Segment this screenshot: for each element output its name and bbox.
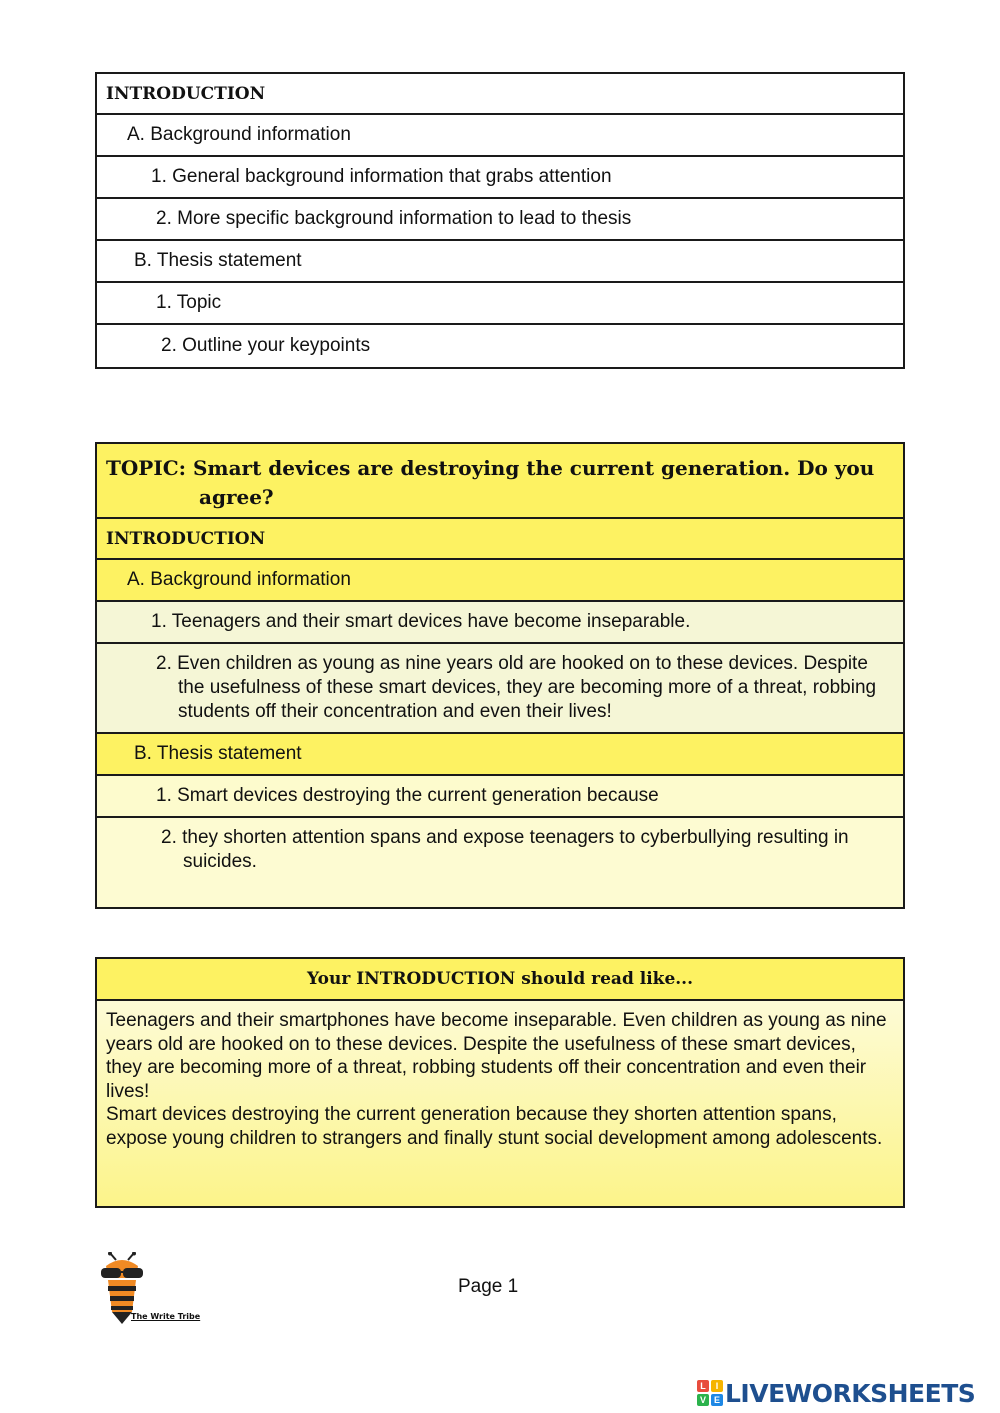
sample-paragraph-1: Teenagers and their smartphones have become inseparable. Even children as young as nine years old are hooked on to these devices. Despite the usefulness of these smart devices, they are becoming more of a threat, robbing students off their concentration and even their lives! bbox=[106, 1010, 887, 1102]
logo-letter-e: E bbox=[711, 1394, 723, 1406]
logo-text: The Write Tribe bbox=[131, 1312, 201, 1321]
example-thesis-label: B. Thesis statement bbox=[97, 734, 903, 776]
example-intro-heading: INTRODUCTION bbox=[97, 519, 903, 560]
outline-table bbox=[95, 72, 905, 369]
page-number: Page 1 bbox=[458, 1276, 519, 1297]
outline-item-thesis: B. Thesis statement bbox=[97, 241, 903, 283]
example-thesis-1: 1. Smart devices destroying the current generation because bbox=[97, 776, 903, 818]
sample-text bbox=[106, 1009, 889, 1150]
outline-heading: INTRODUCTION bbox=[97, 74, 903, 115]
sample-heading: Your INTRODUCTION should read like... bbox=[97, 959, 903, 1001]
example-point-1: 1. Teenagers and their smart devices have become inseparable. bbox=[97, 602, 903, 644]
outline-item-general-background: 1. General background information that grabs attention bbox=[97, 157, 903, 199]
logo-letter-v: V bbox=[697, 1394, 709, 1406]
sample-paragraph-2: Smart devices destroying the current generation because they shorten attention spans, expose young children to strangers and finally stunt social development among adolescents. bbox=[106, 1104, 883, 1149]
topic-heading bbox=[97, 444, 903, 519]
liveworksheets-logo-icon bbox=[697, 1380, 723, 1406]
liveworksheets-watermark bbox=[697, 1378, 975, 1408]
outline-item-background: A. Background information bbox=[97, 115, 903, 157]
example-table bbox=[95, 442, 905, 909]
example-point-2 bbox=[97, 644, 903, 734]
example-point-2-text: 2. Even children as young as nine years old are hooked on to these devices. Despite the usefulness of these smart devices, they are becoming more of a threat, robbing students off their concentration and even their lives! bbox=[156, 653, 877, 722]
example-thesis-2-text: 2. they shorten attention spans and expose teenagers to cyberbullying resulting in suicides. bbox=[161, 827, 849, 872]
sample-body bbox=[97, 1001, 903, 1206]
outline-item-topic: 1. Topic bbox=[97, 283, 903, 325]
outline-item-specific-background: 2. More specific background information to lead to thesis bbox=[97, 199, 903, 241]
sample-introduction-box bbox=[95, 957, 905, 1208]
logo-letter-i: I bbox=[711, 1380, 723, 1392]
example-thesis-2 bbox=[97, 818, 903, 907]
example-background-label: A. Background information bbox=[97, 560, 903, 602]
watermark-text: LIVEWORKSHEETS bbox=[725, 1378, 976, 1408]
topic-text: TOPIC: Smart devices are destroying the current generation. Do you agree? bbox=[106, 456, 875, 509]
outline-item-keypoints: 2. Outline your keypoints bbox=[161, 335, 371, 356]
logo-letter-l: L bbox=[697, 1380, 709, 1392]
